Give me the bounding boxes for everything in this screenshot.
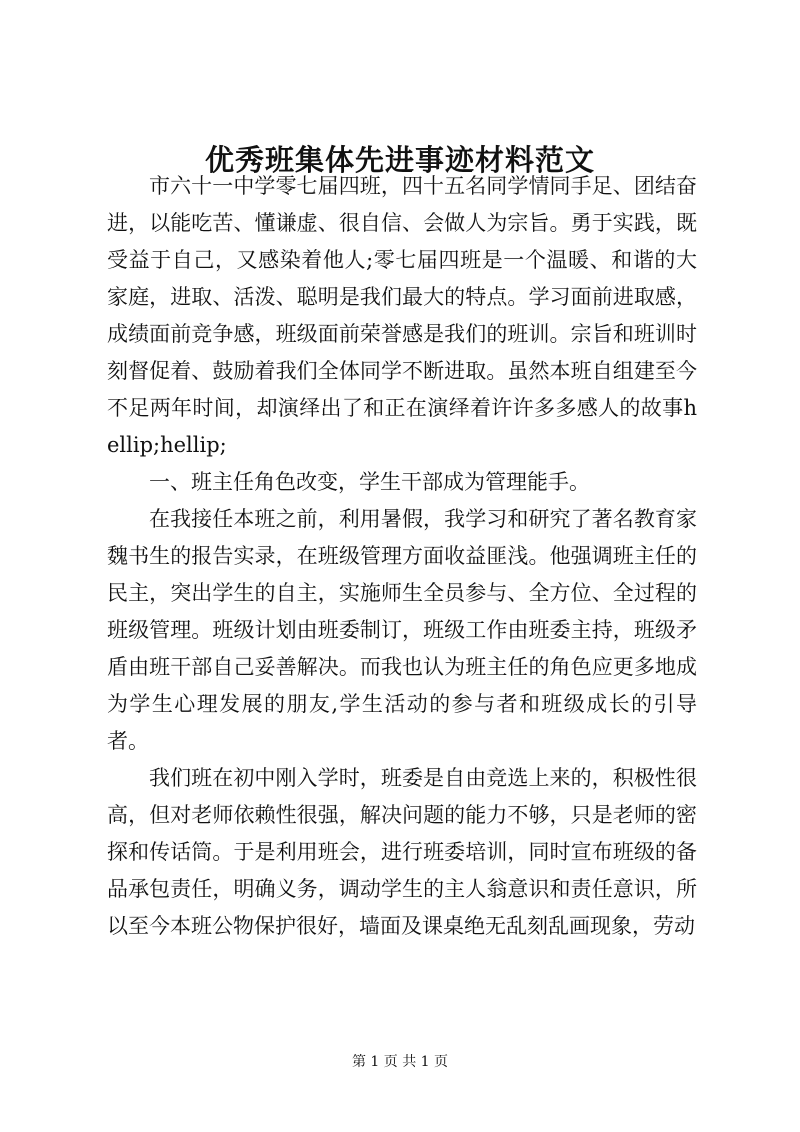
document-body	[107, 168, 697, 945]
paragraph-section-heading: 一、班主任角色改变，学生干部成为管理能手。	[149, 470, 590, 494]
document-title: 优秀班集体先进事迹材料范文	[204, 143, 595, 177]
paragraph-management: 在我接任本班之前，利用暑假，我学习和研究了著名教育家魏书生的报告实录，在班级管理方面收益匪浅。他强调班主任的民主，突出学生的自主，实施师生全员参与、全方位、全过程的班级管理。班级计划由班委制订，班级工作由班委主持，班级矛盾由班干部自己妥善解决。而我也认为班主任的角色应更多地成为学生心理发展的朋友,学生活动的参与者和班级成长的引导者。	[107, 507, 697, 753]
paragraph-class-committee: 我们班在初中刚入学时，班委是自由竞选上来的，积极性很高，但对老师依赖性很强，解决问题的能力不够，只是老师的密探和传话筒。于是利用班会，进行班委培训，同时宣布班级的备品承包责任，明确义务，调动学生的主人翁意识和责任意识，所以至今本班公物保护很好，墙面及课桌绝无乱刻乱画现象，劳动	[107, 766, 697, 938]
page-footer: 第 1 页 共 1 页	[351, 1054, 449, 1070]
paragraph-intro: 市六十一中学零七届四班，四十五名同学情同手足、团结奋进，以能吃苦、懂谦虚、很自信、会做人为宗旨。勇于实践，既受益于自己，又感染着他人;零七届四班是一个温暖、和谐的大家庭，进取、活泼、聪明是我们最大的特点。学习面前进取感，成绩面前竞争感，班级面前荣誉感是我们的班训。宗旨和班训时刻督促着、鼓励着我们全体同学不断进取。虽然本班自组建至今不足两年时间，却演绎出了和正在演绎着许许多多感人的故事hellip;hellip;	[107, 174, 697, 457]
